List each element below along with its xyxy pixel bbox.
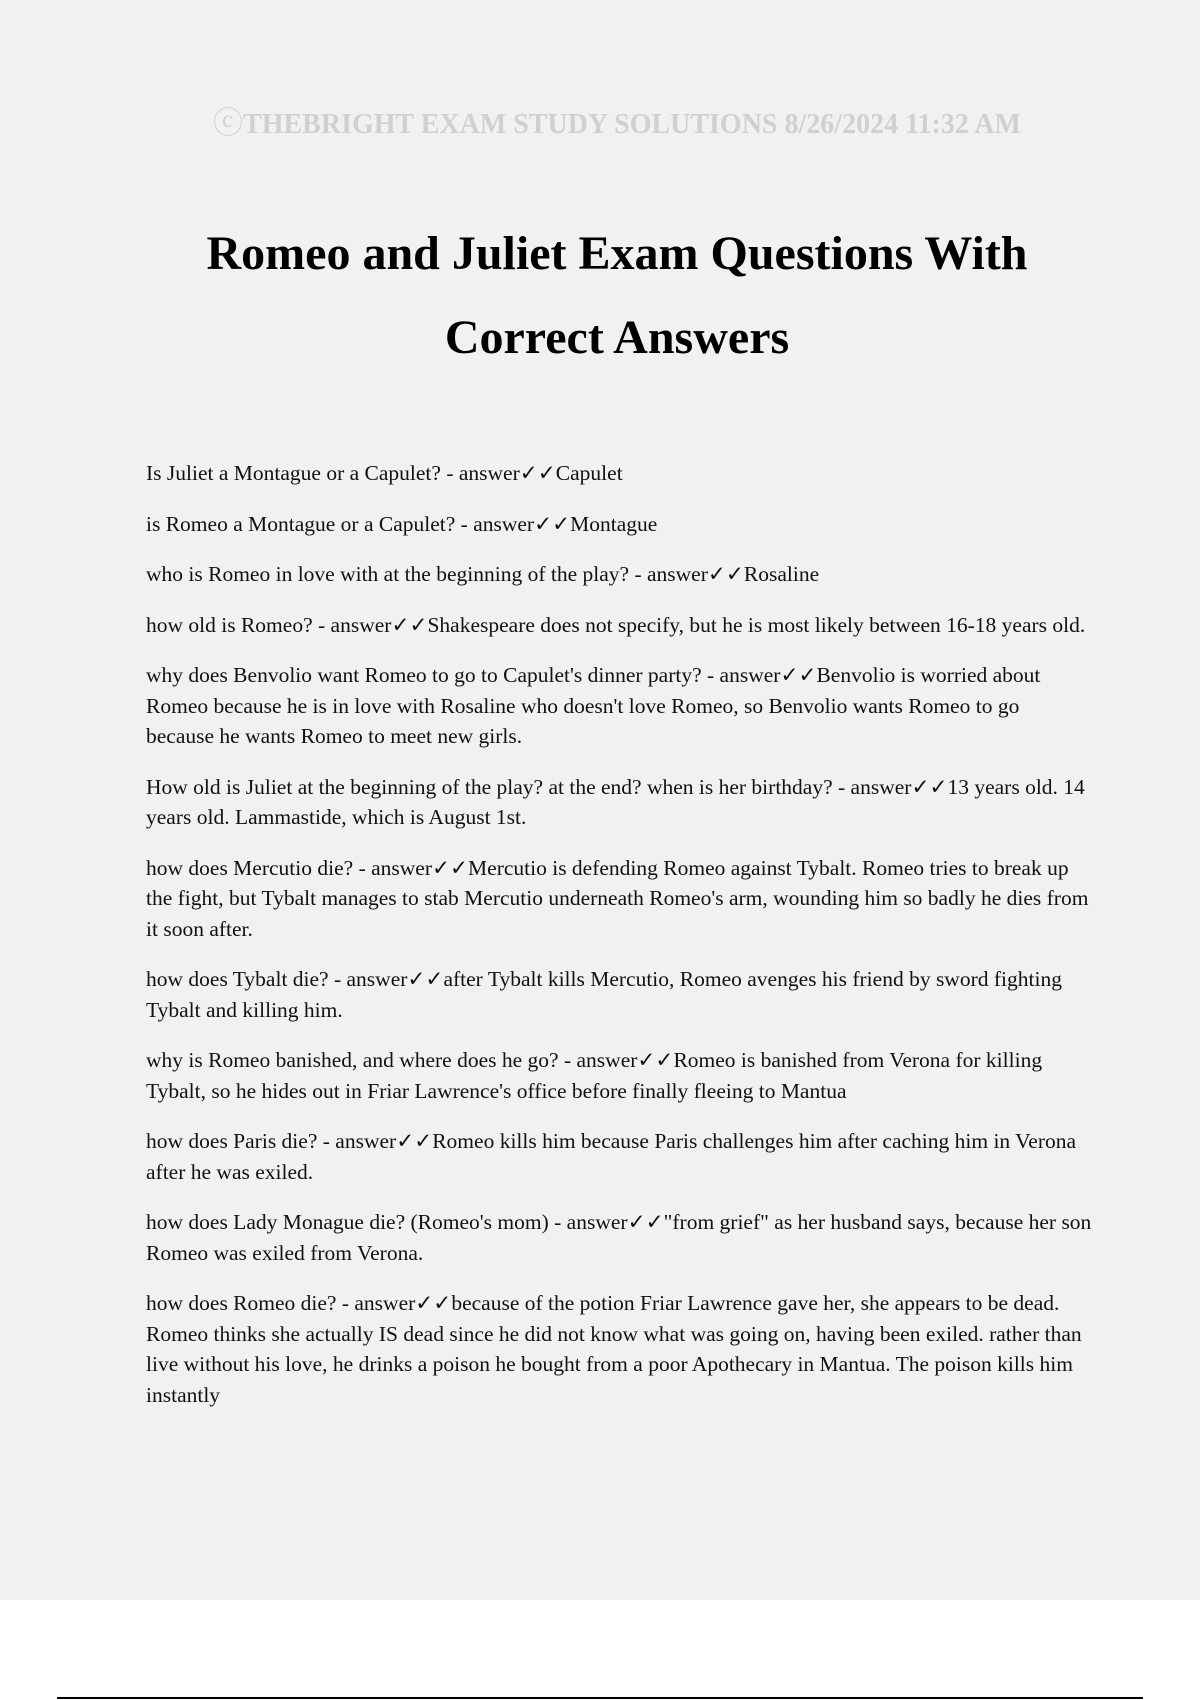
document-title: Romeo and Juliet Exam Questions With Correct Answers bbox=[206, 227, 1028, 364]
answer-separator: - answer bbox=[701, 663, 781, 687]
question-text: why does Benvolio want Romeo to go to Capulet's dinner party? bbox=[146, 663, 702, 687]
answer-text: 13 years old. 14 years old. Lammastide, which is August 1st. bbox=[146, 774, 1085, 829]
answer-separator: - answer bbox=[440, 461, 520, 485]
answer-text: Romeo is banished from Verona for killing Tybalt, so he hides out in Friar Lawrence's office before finally fleeing to Mantua bbox=[146, 1048, 1043, 1103]
qa-item bbox=[146, 1045, 1092, 1106]
check-icon: ✓✓ bbox=[534, 511, 571, 536]
qa-item bbox=[146, 610, 1092, 641]
answer-text: Montague bbox=[570, 511, 658, 536]
check-icon: ✓✓ bbox=[432, 855, 469, 880]
check-icon: ✓✓ bbox=[415, 1291, 452, 1315]
qa-item bbox=[146, 1288, 1092, 1410]
answer-text: Shakespeare does not specify, but he is most likely between 16-18 years old. bbox=[427, 612, 1086, 637]
qa-item bbox=[146, 853, 1092, 945]
check-icon: ✓✓ bbox=[780, 663, 817, 687]
question-text: Is Juliet a Montague or a Capulet? bbox=[146, 461, 441, 485]
qa-item bbox=[146, 772, 1092, 833]
question-text: how does Mercutio die? bbox=[146, 855, 354, 880]
question-text: how does Paris die? bbox=[146, 1129, 318, 1153]
check-icon: ✓✓ bbox=[391, 612, 428, 637]
question-text: How old is Juliet at the beginning of the play? at the end? when is her birthday? bbox=[146, 774, 833, 799]
answer-text: because of the potion Friar Lawrence gave her, she appears to be dead. Romeo thinks she actually IS dead since he did not know what was going on, having been exiled. rather than live without his love, he drinks a poison he bought from a poor Apothecary in Mantua. The poison kills him instantly bbox=[146, 1291, 1082, 1407]
question-text: who is Romeo in love with at the beginning of the play? bbox=[146, 562, 630, 586]
copyright-icon: ⓒ bbox=[213, 107, 244, 140]
question-text: is Romeo a Montague or a Capulet? bbox=[146, 511, 456, 536]
answer-text: Benvolio is worried about Romeo because he is in love with Rosaline who doesn't love Romeo, so Benvolio wants Romeo to go because he wants Romeo to meet new girls. bbox=[146, 663, 1041, 748]
answer-separator: - answer bbox=[832, 774, 912, 799]
qa-item bbox=[146, 559, 1092, 590]
qa-item bbox=[146, 1126, 1092, 1187]
answer-text: after Tybalt kills Mercutio, Romeo avenges his friend by sword fighting Tybalt and killing him. bbox=[146, 967, 1062, 1022]
question-text: how does Lady Monague die? (Romeo's mom) bbox=[146, 1210, 549, 1234]
qa-item bbox=[146, 660, 1092, 752]
check-icon: ✓✓ bbox=[519, 461, 556, 485]
answer-separator: - answer bbox=[455, 511, 535, 536]
qa-item bbox=[146, 1207, 1092, 1268]
question-text: how does Romeo die? bbox=[146, 1291, 337, 1315]
qa-item bbox=[146, 458, 1092, 489]
answer-separator: - answer bbox=[317, 1129, 397, 1153]
page-divider bbox=[57, 1697, 1143, 1699]
answer-separator: - answer bbox=[548, 1210, 628, 1234]
check-icon: ✓✓ bbox=[911, 774, 948, 799]
answer-separator: - answer bbox=[328, 967, 408, 991]
answer-separator: - answer bbox=[353, 855, 432, 880]
answer-text: Capulet bbox=[555, 461, 623, 485]
check-icon: ✓✓ bbox=[637, 1048, 674, 1072]
check-icon: ✓✓ bbox=[707, 562, 744, 586]
watermark-text: THEBRIGHT EXAM STUDY SOLUTIONS 8/26/2024 11:32 AM bbox=[243, 109, 1021, 140]
question-text: how does Tybalt die? bbox=[146, 967, 329, 991]
answer-separator: - answer bbox=[312, 612, 392, 637]
check-icon: ✓✓ bbox=[396, 1129, 433, 1153]
answer-text: Rosaline bbox=[743, 562, 820, 586]
qa-list bbox=[146, 458, 1092, 1430]
check-icon: ✓✓ bbox=[407, 967, 444, 991]
watermark bbox=[0, 98, 1200, 142]
question-text: why is Romeo banished, and where does he go? bbox=[146, 1048, 559, 1072]
answer-separator: - answer bbox=[558, 1048, 638, 1072]
qa-item bbox=[146, 964, 1092, 1025]
answer-text: Romeo kills him because Paris challenges him after caching him in Verona after he was exiled. bbox=[146, 1129, 1077, 1184]
answer-separator: - answer bbox=[336, 1291, 416, 1315]
qa-item bbox=[146, 509, 1092, 540]
question-text: how old is Romeo? bbox=[146, 612, 313, 637]
answer-text: Mercutio is defending Romeo against Tybalt. Romeo tries to break up the fight, but Tybalt manages to stab Mercutio underneath Romeo's arm, wounding him so badly he dies from it soon after. bbox=[146, 855, 1089, 941]
answer-text: "from grief" as her husband says, because her son Romeo was exiled from Verona. bbox=[146, 1210, 1092, 1265]
answer-separator: - answer bbox=[629, 562, 708, 586]
check-icon: ✓✓ bbox=[627, 1210, 664, 1234]
